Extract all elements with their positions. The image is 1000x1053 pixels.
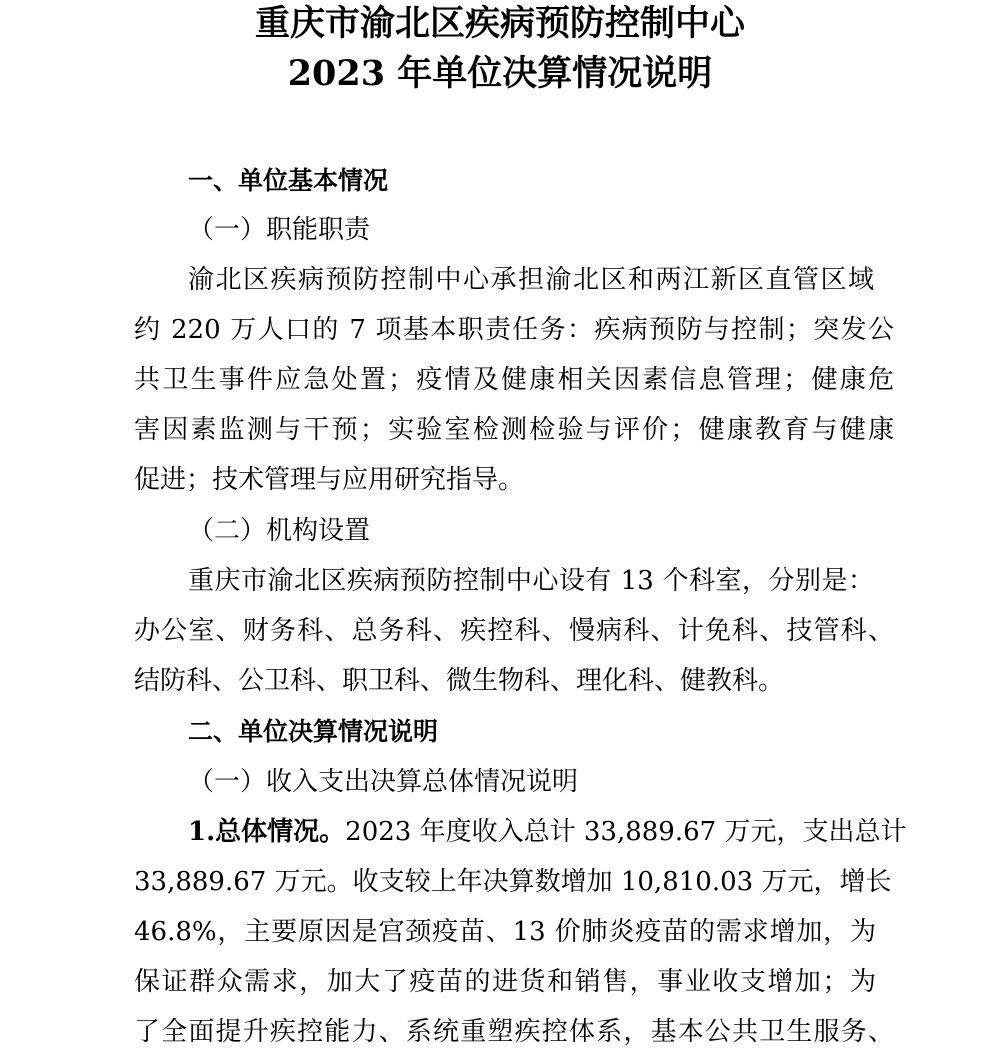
section2-heading: 二、单位决算情况说明	[188, 717, 439, 746]
paragraph-line	[188, 814, 907, 850]
paragraph-lead: 1.总体情况。	[188, 817, 346, 847]
paragraph-line: 33,889.67 万元。收支较上年决算数增加 10,810.03 万元，增长	[134, 867, 892, 897]
paragraph-line: 46.8%，主要原因是宫颈疫苗、13 价肺炎疫苗的需求增加，为	[134, 917, 876, 947]
paragraph-line: 结防科、公卫科、职卫科、微生物科、理化科、健教科。	[134, 666, 785, 696]
document-title-line1: 重庆市渝北区疾病预防控制中心	[254, 3, 745, 44]
paragraph-line: 办公室、财务科、总务科、疾控科、慢病科、计免科、技管科、	[134, 616, 894, 646]
section2-sub1-heading: （一）收入支出决算总体情况说明	[188, 767, 579, 797]
paragraph-line: 害因素监测与干预；实验室检测检验与评价；健康教育与健康	[134, 415, 894, 445]
paragraph-line: 重庆市渝北区疾病预防控制中心设有 13 个科室，分别是：	[188, 566, 874, 596]
paragraph-line: 保证群众需求，加大了疫苗的进货和销售，事业收支增加；为	[134, 967, 876, 997]
document-title-line2: 2023 年单位决算情况说明	[287, 53, 713, 94]
paragraph-line: 共卫生事件应急处置；疫情及健康相关因素信息管理；健康危	[134, 365, 894, 395]
paragraph-line: 约 220 万人口的 7 项基本职责任务：疾病预防与控制；突发公	[134, 315, 894, 345]
paragraph-line: 促进；技术管理与应用研究指导。	[134, 465, 525, 495]
paragraph-line: 了全面提升疾控能力、系统重塑疾控体系，基本公共卫生服务、	[134, 1017, 894, 1047]
section1-heading: 一、单位基本情况	[188, 166, 389, 195]
section1-sub1-heading: （一）职能职责	[188, 215, 371, 245]
paragraph-line: 渝北区疾病预防控制中心承担渝北区和两江新区直管区域	[188, 265, 874, 295]
section1-sub2-heading: （二）机构设置	[188, 516, 371, 546]
paragraph-line-rest: 2023 年度收入总计 33,889.67 万元，支出总计	[345, 817, 907, 847]
